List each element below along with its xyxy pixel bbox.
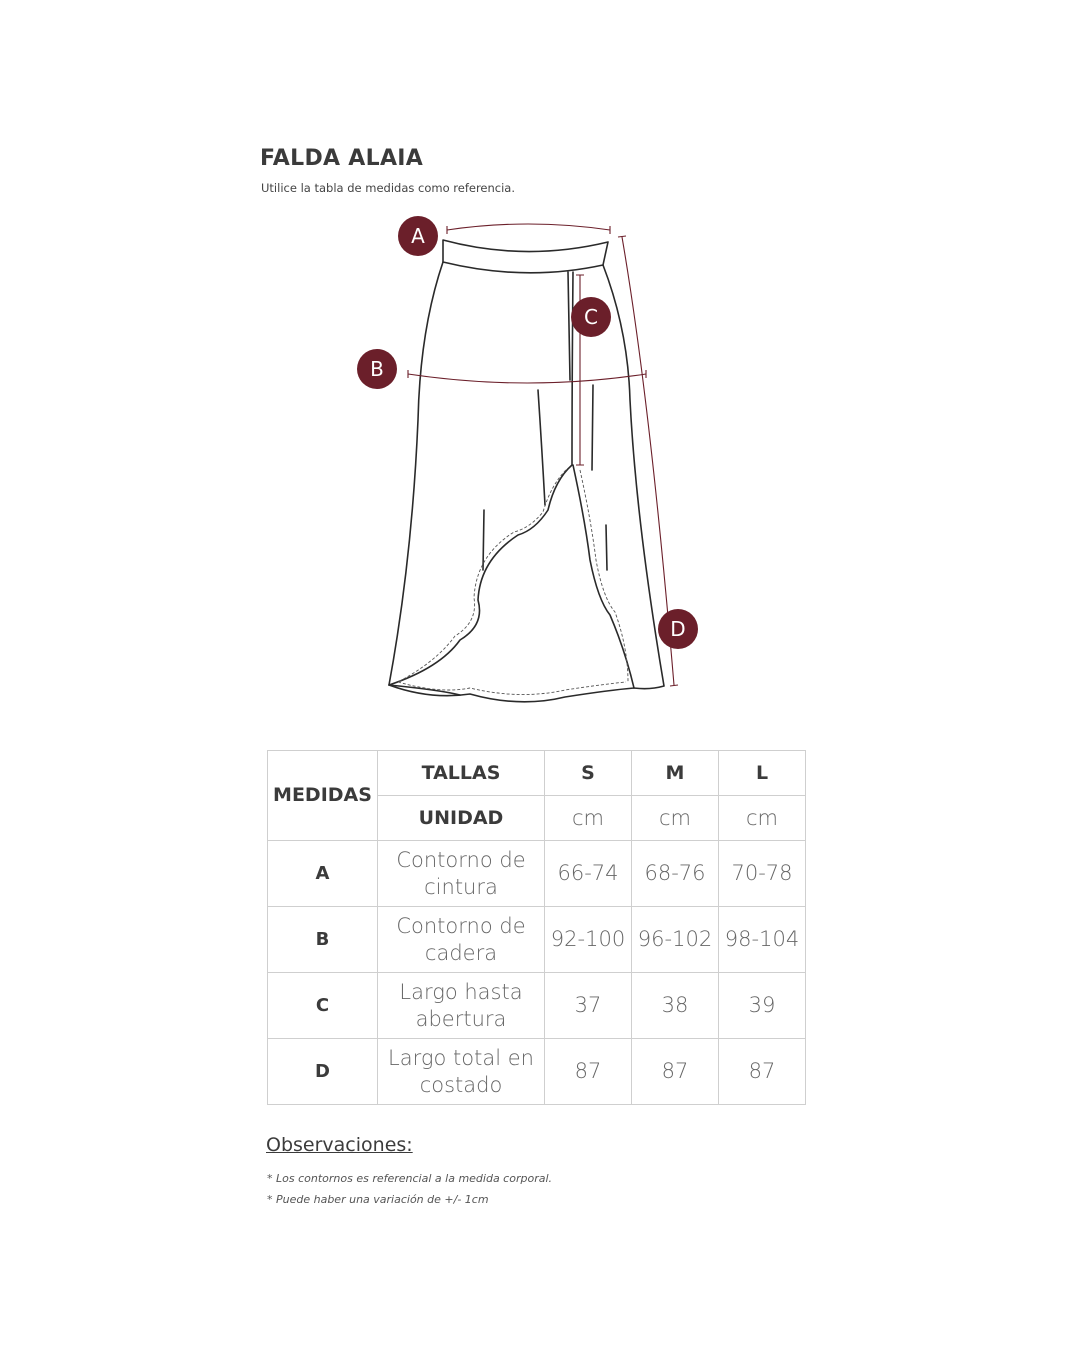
observation-note: * Puede haber una variación de +/- 1cm bbox=[267, 1193, 489, 1206]
row-value: 98-104 bbox=[719, 907, 806, 973]
skirt-left-body bbox=[389, 262, 460, 695]
row-description: Largo total en costado bbox=[378, 1039, 545, 1105]
row-value: 92-100 bbox=[545, 907, 632, 973]
row-value: 39 bbox=[719, 973, 806, 1039]
skirt-wrap-fold bbox=[389, 272, 573, 685]
table-header-row bbox=[268, 751, 806, 796]
marker-a bbox=[398, 216, 438, 256]
measure-line-a bbox=[447, 224, 610, 230]
row-key: A bbox=[268, 841, 378, 907]
skirt-diagram bbox=[340, 205, 720, 715]
page-title: FALDA ALAIA bbox=[260, 146, 424, 171]
row-key: B bbox=[268, 907, 378, 973]
size-m-header: M bbox=[632, 751, 719, 796]
row-key: D bbox=[268, 1039, 378, 1105]
row-value: 87 bbox=[719, 1039, 806, 1105]
unidad-header: UNIDAD bbox=[378, 796, 545, 841]
size-table bbox=[267, 750, 806, 1105]
observation-note: * Los contornos es referencial a la medida corporal. bbox=[267, 1172, 553, 1185]
measure-line-b bbox=[408, 374, 646, 383]
skirt-front-hem bbox=[389, 685, 634, 702]
row-value: 70-78 bbox=[719, 841, 806, 907]
table-row bbox=[268, 1039, 806, 1105]
row-value: 87 bbox=[632, 1039, 719, 1105]
svg-text:B: B bbox=[370, 357, 384, 381]
table-row bbox=[268, 973, 806, 1039]
row-description: Contorno de cintura bbox=[378, 841, 545, 907]
svg-text:A: A bbox=[411, 224, 425, 248]
table-row bbox=[268, 841, 806, 907]
skirt-waistband bbox=[443, 240, 608, 273]
row-value: 87 bbox=[545, 1039, 632, 1105]
row-key: C bbox=[268, 973, 378, 1039]
table-row bbox=[268, 907, 806, 973]
row-value: 38 bbox=[632, 973, 719, 1039]
page-subtitle: Utilice la tabla de medidas como referencia. bbox=[261, 181, 515, 195]
svg-text:C: C bbox=[584, 305, 598, 329]
row-value: 96-102 bbox=[632, 907, 719, 973]
skirt-right-body bbox=[603, 265, 664, 689]
unit-cell: cm bbox=[719, 796, 806, 841]
marker-b bbox=[357, 349, 397, 389]
size-l-header: L bbox=[719, 751, 806, 796]
unit-cell: cm bbox=[632, 796, 719, 841]
row-value: 66-74 bbox=[545, 841, 632, 907]
row-value: 68-76 bbox=[632, 841, 719, 907]
row-description: Contorno de cadera bbox=[378, 907, 545, 973]
row-description: Largo hasta abertura bbox=[378, 973, 545, 1039]
observations-title: Observaciones: bbox=[266, 1134, 413, 1156]
size-s-header: S bbox=[545, 751, 632, 796]
skirt-opening-edge bbox=[573, 465, 634, 688]
tallas-header: TALLAS bbox=[378, 751, 545, 796]
medidas-header: MEDIDAS bbox=[268, 751, 378, 841]
row-value: 37 bbox=[545, 973, 632, 1039]
unit-cell: cm bbox=[545, 796, 632, 841]
svg-text:D: D bbox=[670, 617, 686, 641]
marker-c bbox=[571, 297, 611, 337]
marker-d bbox=[658, 609, 698, 649]
